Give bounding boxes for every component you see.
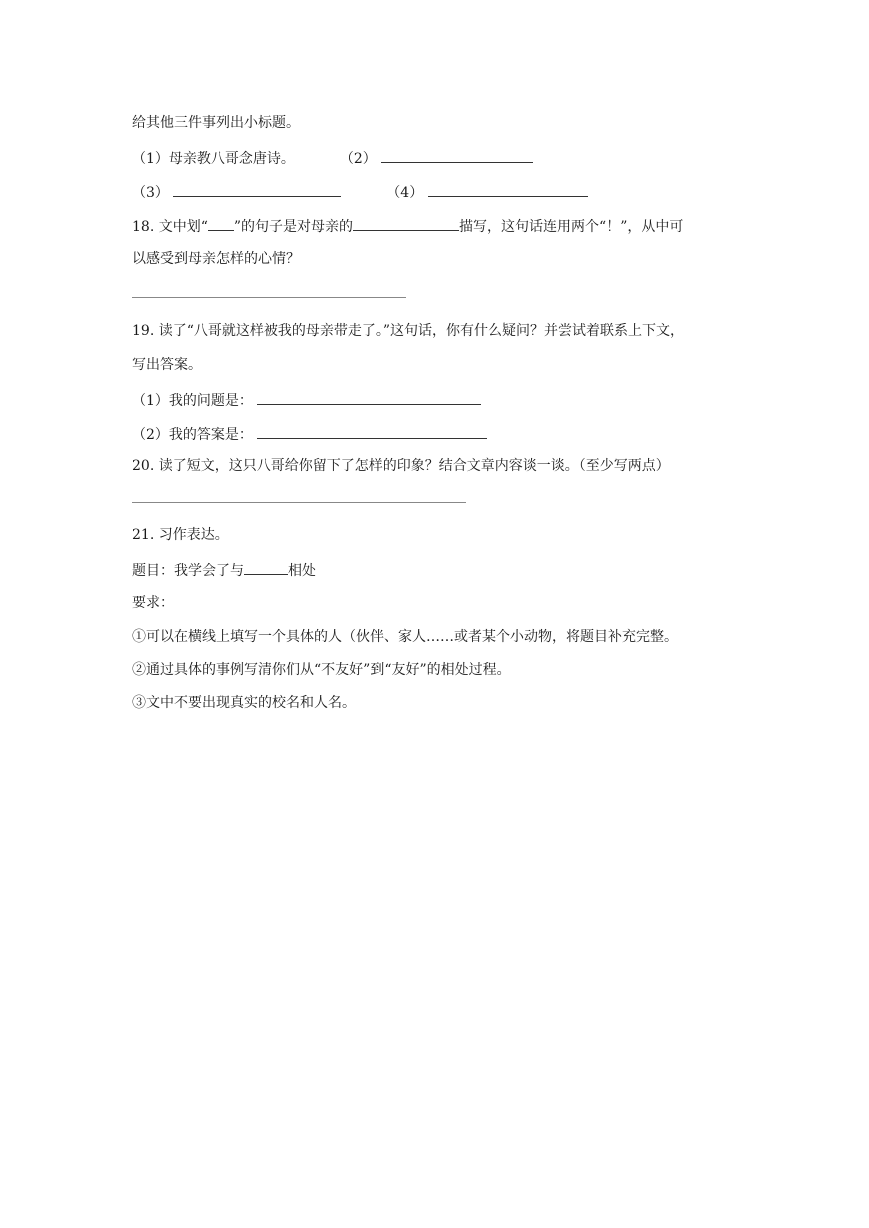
q21-topic-row <box>132 560 316 580</box>
q19-line-1: 19. 读了“八哥就这样被我的母亲带走了。”这句话，你有什么疑问？并尝试着联系上下文， <box>132 323 685 339</box>
q18-line-2: 以感受到母亲怎样的心情？ <box>132 251 300 267</box>
q18-blank[interactable] <box>353 216 459 231</box>
q21-topic-suffix: 相处 <box>288 563 316 579</box>
q21-requirement-3: ③文中不要出现真实的校名和人名。 <box>132 695 356 711</box>
q19-question-label: （1）我的问题是： <box>132 393 253 409</box>
subtitle-item-3-label: （3） <box>132 185 169 201</box>
q19-answer-blank[interactable] <box>257 424 487 439</box>
q20-line-1: 20. 读了短文，这只八哥给你留下了怎样的印象？结合文章内容谈一谈。（至少写两点） <box>132 458 670 474</box>
subtitle-item-2-blank[interactable] <box>381 148 533 163</box>
subtitle-item-3-blank[interactable] <box>173 182 341 197</box>
subtitle-item-2-label: （2） <box>339 151 377 167</box>
q21-topic-blank[interactable] <box>244 560 288 575</box>
subtitle-item-4-label: （4） <box>386 185 424 201</box>
q20-answer-line[interactable] <box>132 502 466 503</box>
q18-part-2: ”的句子是对母亲的 <box>233 219 354 235</box>
q18-part-3: 描写，这句话连用两个“！”，从中可 <box>459 219 684 235</box>
q19-question-row <box>132 390 481 410</box>
q18-underline-marker <box>208 216 234 231</box>
q21-title: 21. 习作表达。 <box>132 527 229 543</box>
q19-question-blank[interactable] <box>257 390 481 405</box>
q19-answer-label: （2）我的答案是： <box>132 427 253 443</box>
q21-requirement-1: ①可以在横线上填写一个具体的人（伙伴、家人……或者某个小动物，将题目补充完整。 <box>132 629 678 645</box>
subtitle-row-1 <box>132 148 533 168</box>
q21-requirement-2: ②通过具体的事例写清你们从“不友好”到“友好”的相处过程。 <box>132 662 511 678</box>
q19-answer-row <box>132 424 487 444</box>
q18-part-1: 18. 文中划“ <box>132 219 208 235</box>
q21-topic-prefix: 题目：我学会了与 <box>132 563 244 579</box>
intro-text: 给其他三件事列出小标题。 <box>132 115 300 131</box>
subtitle-row-2 <box>132 182 588 202</box>
subtitle-item-4-blank[interactable] <box>428 182 588 197</box>
q21-requirements-label: 要求： <box>132 595 174 611</box>
q19-line-2: 写出答案。 <box>132 357 202 373</box>
q18-line-1 <box>132 216 683 236</box>
q18-answer-line[interactable] <box>132 297 406 298</box>
subtitle-item-1: （1）母亲教八哥念唐诗。 <box>132 151 295 167</box>
